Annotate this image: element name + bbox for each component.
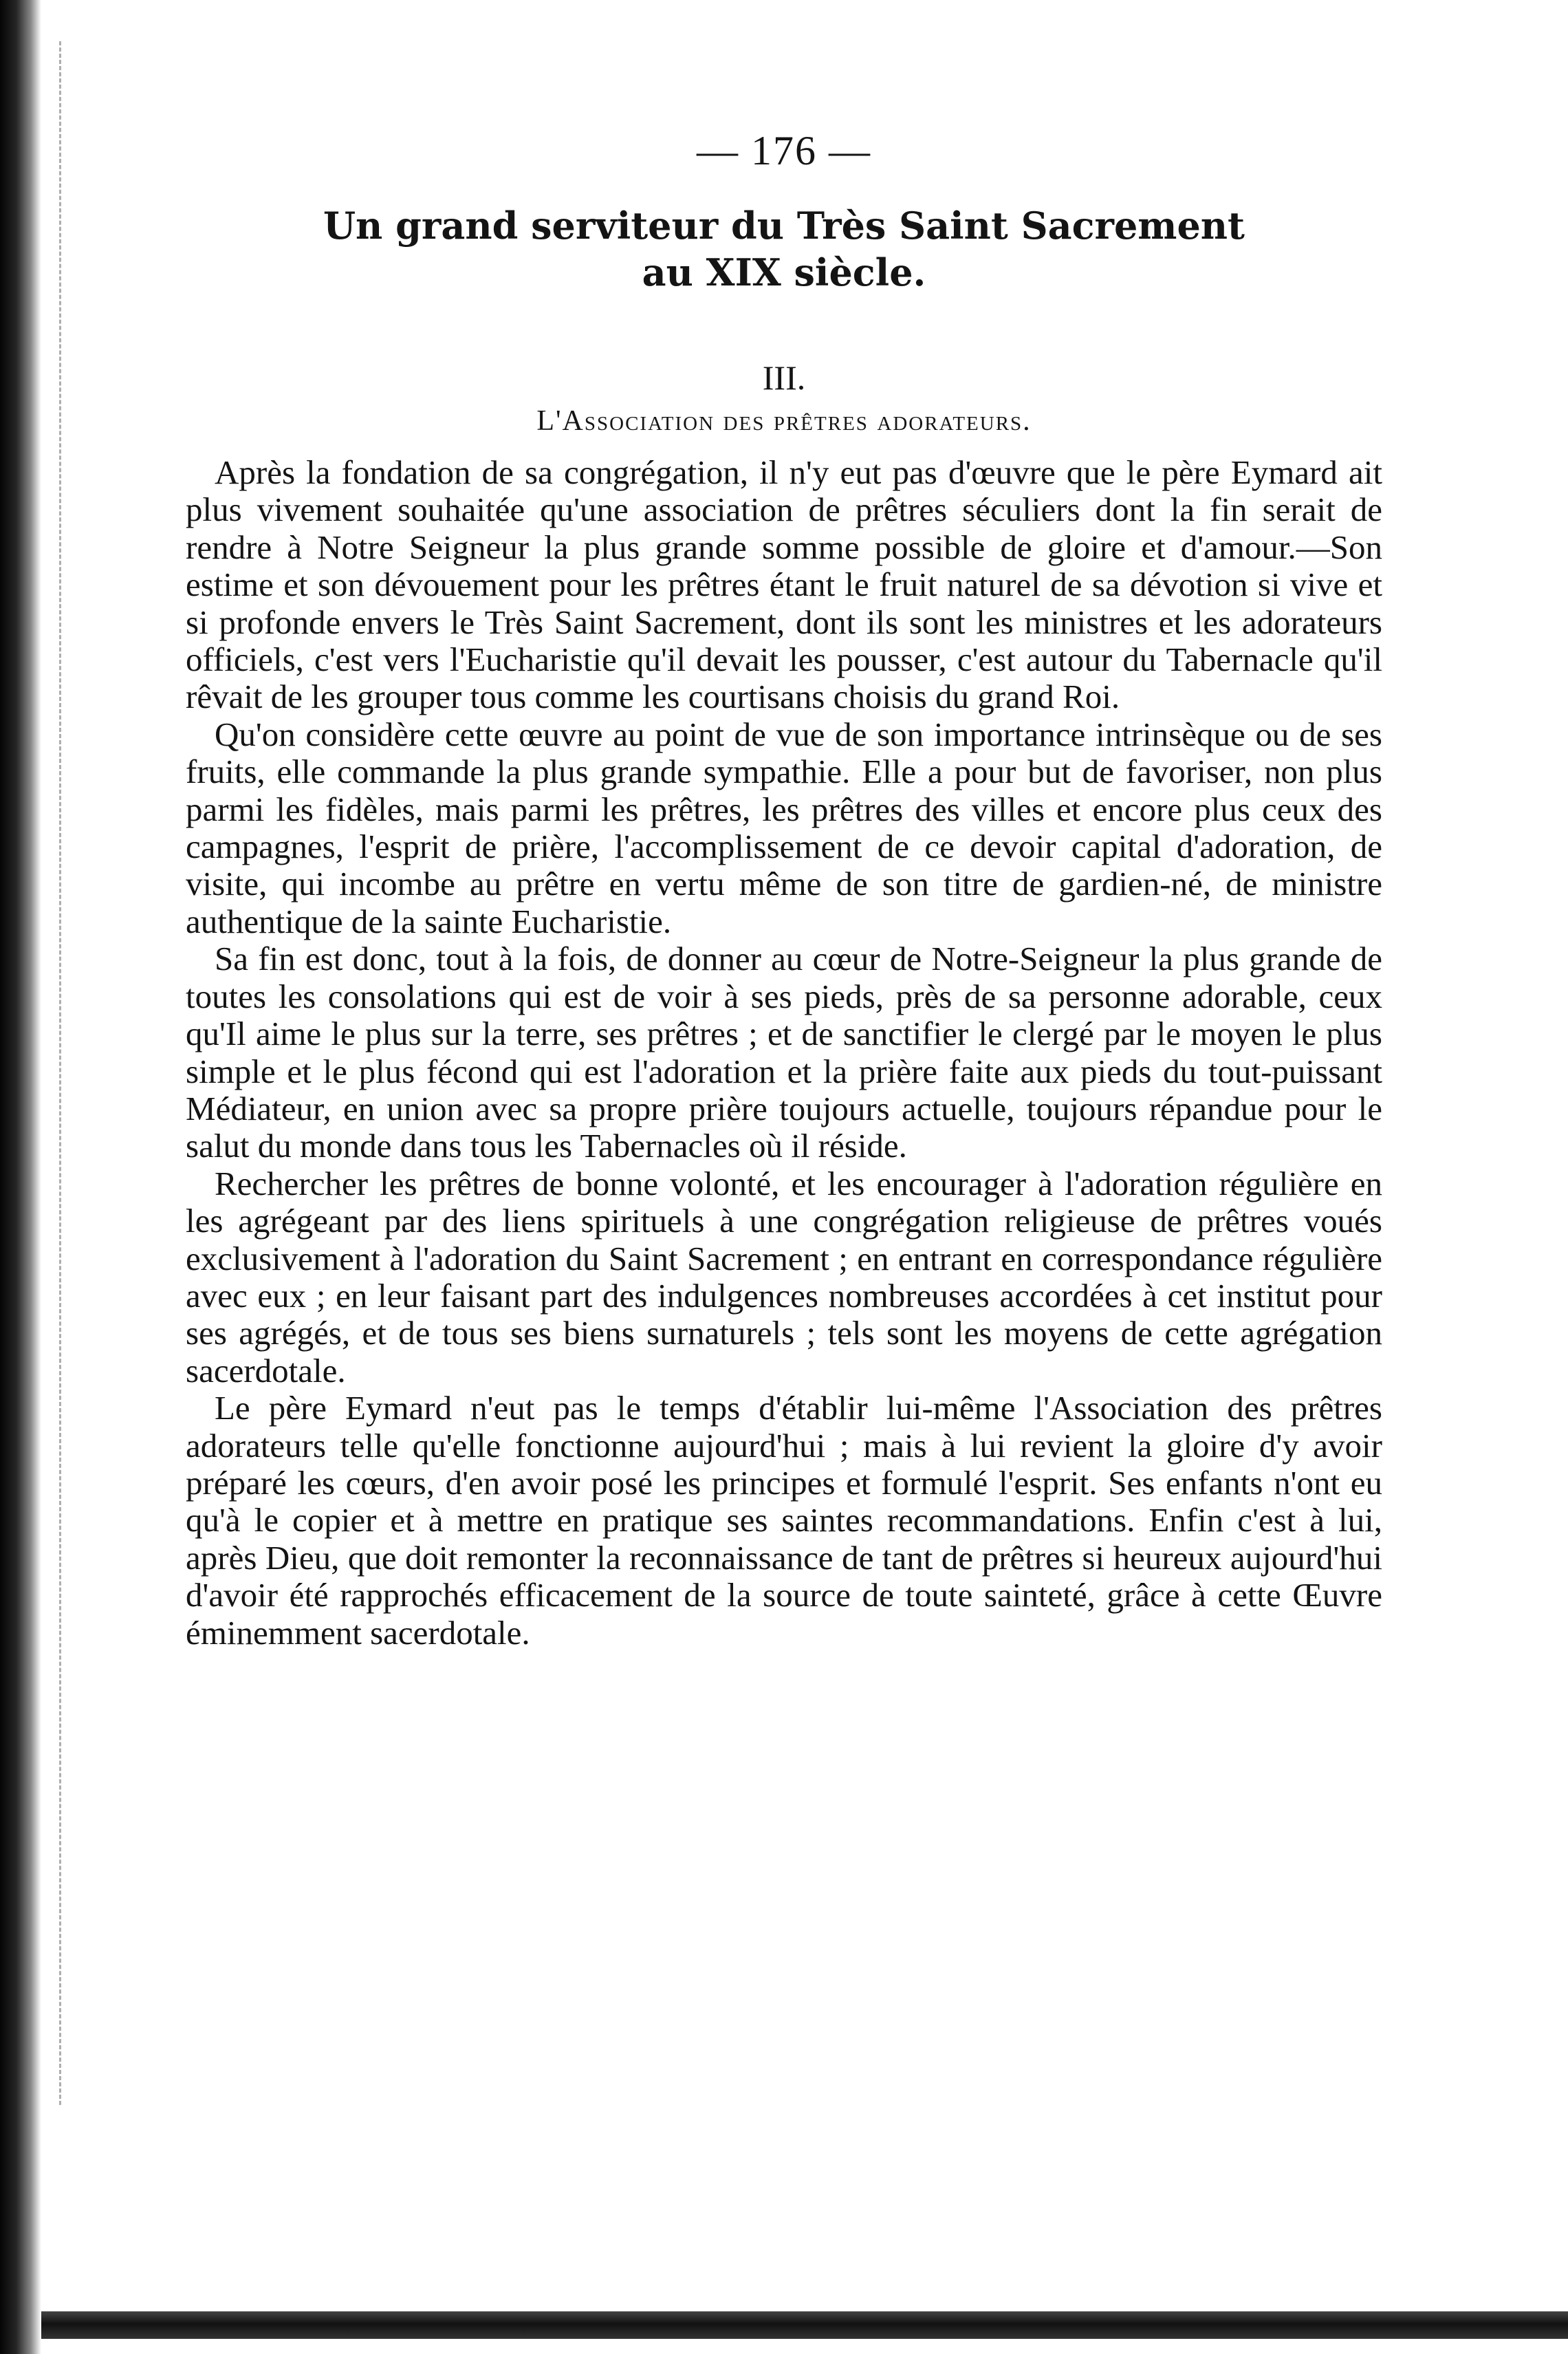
page-edge-speckle (59, 41, 61, 2105)
section-number: III. (762, 358, 806, 397)
chapter-title-line-2: au XIX siècle. (642, 250, 926, 294)
book-page (186, 127, 1382, 1652)
body-paragraph-1: Après la fondation de sa congrégation, il n'y eut pas d'œuvre que le père Eymard ait plus vivement souhaitée qu'une association de prêtres séculiers dont la fin serait de rendre à Notre Seigneur la plus grande somme possible de gloire et d'amour.—Son estime et son dévouement pour les prêtres étant le fruit naturel de sa dévotion si vive et si profonde envers le Très Saint Sacrement, dont ils sont les ministres et les adorateurs officiels, c'est vers l'Eucharistie qu'il devait les pousser, c'est autour du Tabernacle qu'il rêvait de les grouper tous comme les courtisans choisis du grand Roi. (186, 453, 1382, 716)
section-title: L'Association des prêtres adorateurs. (536, 405, 1032, 437)
body-paragraph-2: Qu'on considère cette œuvre au point de vue de son importance intrinsèque ou de ses fruits, elle commande la plus grande sympathie. Elle a pour but de favoriser, non plus parmi les fidèles, mais parmi les prêtres, les prêtres des villes et encore plus ceux des campagnes, l'esprit de prière, l'accomplissement de ce devoir capital d'adoration, de visite, qui incombe au prêtre en vertu même de son titre de gardien-né, de ministre authentique de la sainte Eucharistie. (186, 715, 1382, 940)
body-paragraph-4: Rechercher les prêtres de bonne volonté, et les encourager à l'adoration régulière en les agrégeant par des liens spirituels à une congrégation religieuse de prêtres voués exclusivement à l'adoration du Saint Sacrement ; en entrant en correspondance régulière avec eux ; en leur faisant part des indulgences nombreuses accordées à cet institut pour ses agrégés, et de tous ses biens surnaturels ; tels sont les moyens de cette agrégation sacerdotale. (186, 1164, 1382, 1390)
book-spine-shadow (0, 0, 41, 2354)
body-paragraph-3: Sa fin est donc, tout à la fois, de donner au cœur de Notre-Seigneur la plus grande de toutes les consolations qui est de voir à ses pieds, près de sa personne adorable, ceux qu'Il aime le plus sur la terre, ses prêtres ; et de sanctifier le clergé par le moyen le plus simple et le plus fécond qui est l'adoration et la prière faite aux pieds du tout-puissant Médiateur, en union avec sa propre prière toujours actuelle, toujours répandue pour le salut du monde dans tous les Tabernacles où il réside. (186, 940, 1382, 1165)
page-number: — 176 — (697, 128, 871, 173)
chapter-title-line-1: Un grand serviteur du Très Saint Sacrement (323, 204, 1245, 248)
bottom-scan-band (41, 2311, 1568, 2339)
body-paragraph-5: Le père Eymard n'eut pas le temps d'établir lui-même l'Association des prêtres adorateurs telle qu'elle fonctionne aujourd'hui ; mais à lui revient la gloire d'y avoir préparé les cœurs, d'en avoir posé les principes et formulé l'esprit. Ses enfants n'ont eu qu'à le copier et à mettre en pratique ses saintes recommandations. Enfin c'est à lui, après Dieu, que doit remonter la reconnaissance de tant de prêtres si heureux aujourd'hui d'avoir été rapprochés efficacement de la source de toute sainteté, grâce à cette Œuvre éminemment sacerdotale. (186, 1389, 1382, 1652)
